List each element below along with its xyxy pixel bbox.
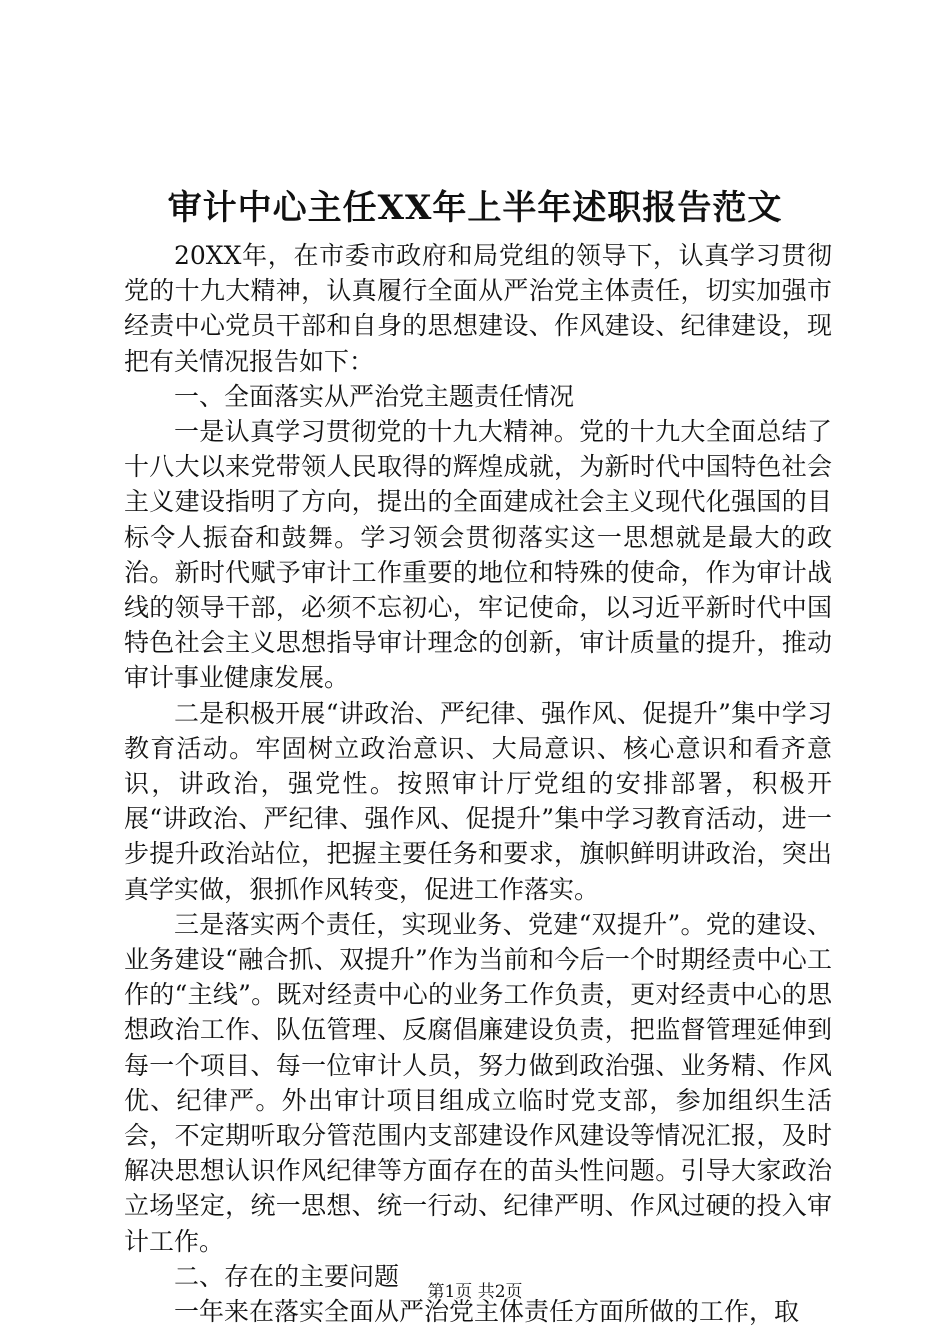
paragraph-item-2: 二是积极开展“讲政治、严纪律、强作风、促提升”集中学习教育活动。牢固树立政治意识、大局意识、核心意识和看齐意识，讲政治，强党性。按照审计厅党组的安排部署，积极开展“讲政治、严纪律、强作风、促提升”集中学习教育活动，进一步提升政治站位，把握主要任务和要求，旗帜鲜明讲政治，突出真学实做，狠抓作风转变，促进工作落实。 <box>124 698 832 904</box>
paragraph-problems: 一年来在落实全面从严治党主体责任方面所做的工作，取 <box>174 1297 800 1327</box>
paragraph-intro: 20XX年，在市委市政府和局党组的领导下，认真学习贯彻党的十九大精神，认真履行全面从严治党主体责任，切实加强市经责中心党员干部和自身的思想建设、作风建设、纪律建设，现把有关情况报告如下： <box>124 241 832 376</box>
document-title: 审计中心主任XX年上半年述职报告范文 <box>167 188 783 228</box>
document-body <box>124 238 832 1329</box>
section-heading-1: 一、全面落实从严治党主题责任情况 <box>174 381 575 411</box>
paragraph-item-3: 三是落实两个责任，实现业务、党建“双提升”。党的建设、业务建设“融合抓、双提升”作为当前和今后一个时期经责中心工作的“主线”。既对经责中心的业务工作负责，更对经责中心的思想政治工作、队伍管理、反腐倡廉建设负责，把监督管理延伸到每一个项目、每一位审计人员，努力做到政治强、业务精、作风优、纪律严。外出审计项目组成立临时党支部，参加组织生活会，不定期听取分管范围内支部建设作风建设等情况汇报，及时解决思想认识作风纪律等方面存在的苗头性问题。引导大家政治立场坚定，统一思想、统一行动、纪律严明、作风过硬的投入审计工作。 <box>124 909 832 1256</box>
page-footer: 第1页 共2页 <box>427 1282 523 1302</box>
paragraph-item-1: 一是认真学习贯彻党的十九大精神。党的十九大全面总结了十八大以来党带领人民取得的辉煌成就，为新时代中国特色社会主义建设指明了方向，提出的全面建成社会主义现代化强国的目标令人振奋和鼓舞。学习领会贯彻落实这一思想就是最大的政治。新时代赋予审计工作重要的地位和特殊的使命，作为审计战线的领导干部，必须不忘初心，牢记使命，以习近平新时代中国特色社会主义思想指导审计理念的创新，审计质量的提升，推动审计事业健康发展。 <box>124 417 832 693</box>
section-heading-2: 二、存在的主要问题 <box>174 1261 400 1291</box>
